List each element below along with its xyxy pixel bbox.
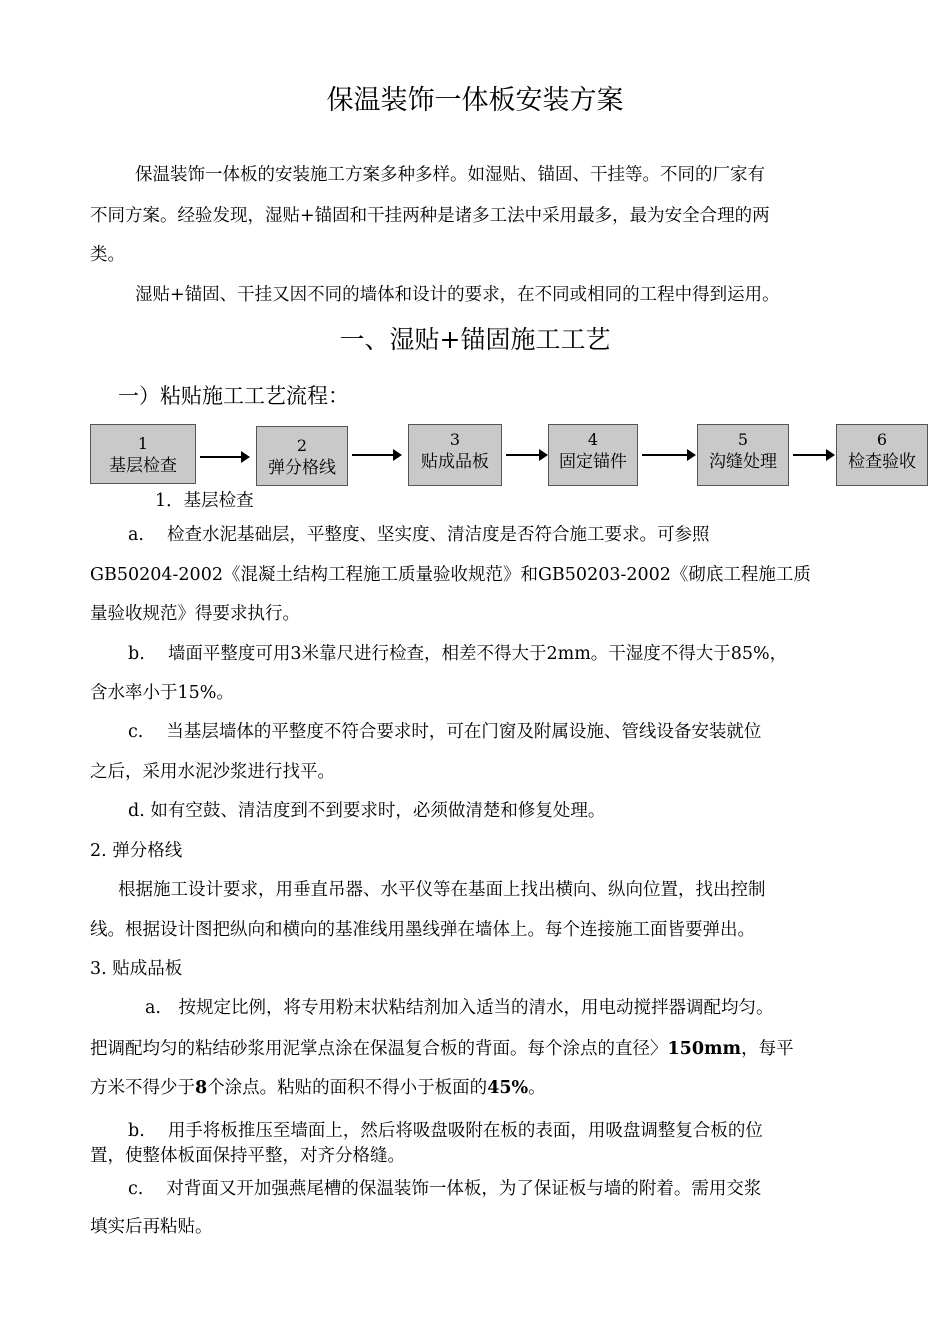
- flow-step-label: 弹分格线: [268, 458, 336, 478]
- body-line: c. 对背面又开加强燕尾槽的保温装饰一体板，为了保证板与墙的附着。需用交浆: [128, 1179, 762, 1199]
- body-line: 含水率小于15%。: [90, 683, 234, 703]
- body-line: 根据施工设计要求，用垂直吊器、水平仪等在基面上找出横向、纵向位置，找出控制: [118, 880, 766, 900]
- body-line: 填实后再粘贴。: [90, 1217, 213, 1237]
- flow-step-number: 4: [587, 430, 599, 449]
- body-line: 之后，采用水泥沙浆进行找平。: [90, 762, 335, 782]
- flow-arrow: [200, 456, 242, 458]
- flow-step-label: 贴成品板: [421, 452, 489, 472]
- body-text: ，每平: [741, 1039, 794, 1059]
- flow-step-number: 6: [876, 430, 888, 449]
- flow-step-label: 基层检查: [109, 456, 177, 476]
- flow-step-number: 5: [737, 430, 749, 449]
- body-line: [90, 1076, 875, 1100]
- intro-line: 不同方案。经验发现，湿贴+锚固和干挂两种是诸多工法中采用最多，最为安全合理的两: [90, 206, 770, 226]
- flow-arrow: [642, 454, 688, 456]
- body-line: a. 按规定比例，将专用粉末状粘结剂加入适当的清水，用电动搅拌器调配均匀。: [145, 998, 774, 1018]
- subsection-heading: 一）粘贴施工工艺流程：: [118, 384, 349, 408]
- flow-step-label: 沟缝处理: [709, 452, 777, 472]
- body-text-bold: 45%: [487, 1078, 529, 1098]
- body-line: 量验收规范》得要求执行。: [90, 604, 300, 624]
- flow-step-label: 固定锚件: [559, 452, 627, 472]
- body-text-bold: 8: [195, 1078, 208, 1098]
- body-line: a. 检查水泥基础层，平整度、坚实度、清洁度是否符合施工要求。可参照: [128, 525, 710, 545]
- flow-step-3: [408, 424, 502, 486]
- body-line: d. 如有空鼓、清洁度到不到要求时，必须做清楚和修复处理。: [128, 801, 606, 821]
- body-text: 。: [528, 1078, 546, 1098]
- body-line: 置，使整体板面保持平整，对齐分格缝。: [90, 1146, 405, 1166]
- flow-step-1: [90, 424, 196, 484]
- flow-arrow: [793, 454, 827, 456]
- intro-line: 湿贴+锚固、干挂又因不同的墙体和设计的要求，在不同或相同的工程中得到运用。: [135, 285, 780, 305]
- body-text: 把调配均匀的粘结砂浆用泥掌点涂在保温复合板的背面。每个涂点的直径〉: [90, 1039, 668, 1059]
- flow-step-6: [836, 424, 928, 486]
- flow-step-2: [256, 426, 348, 486]
- flow-arrow: [352, 454, 394, 456]
- flow-step-5: [697, 424, 789, 486]
- flow-step-label: 检查验收: [848, 452, 916, 472]
- body-line: b. 墙面平整度可用3米靠尺进行检查，相差不得大于2mm。干湿度不得大于85%，: [128, 644, 788, 664]
- step-heading: 1．基层检查: [155, 491, 254, 511]
- intro-line: 类。: [90, 245, 125, 265]
- body-line: GB50204-2002《混凝土结构工程施工质量验收规范》和GB50203-2002《砌底工程施工质: [90, 565, 811, 585]
- flow-step-4: [548, 424, 638, 486]
- step-heading: 2. 弹分格线: [90, 841, 183, 861]
- body-text-bold: 150mm: [667, 1039, 742, 1059]
- flow-step-number: 3: [449, 430, 461, 449]
- body-line: b. 用手将板推压至墙面上，然后将吸盘吸附在板的表面，用吸盘调整复合板的位: [128, 1121, 763, 1141]
- flow-step-number: 2: [296, 436, 308, 455]
- step-heading: 3. 贴成品板: [90, 959, 183, 979]
- body-line: c. 当基层墙体的平整度不符合要求时，可在门窗及附属设施、管线设备安装就位: [128, 722, 762, 742]
- intro-line: 保温装饰一体板的安装施工方案多种多样。如湿贴、锚固、干挂等。不同的厂家有: [135, 165, 765, 185]
- body-text: 方米不得少于: [90, 1078, 195, 1098]
- flow-step-number: 1: [137, 434, 149, 453]
- section-heading: 一、湿贴+锚固施工工艺: [339, 325, 611, 354]
- flow-arrow: [506, 454, 540, 456]
- document-title: 保温装饰一体板安装方案: [326, 85, 624, 116]
- body-text: 个涂点。粘贴的面积不得小于板面的: [207, 1078, 488, 1098]
- body-line: 线。根据设计图把纵向和横向的基准线用墨线弹在墙体上。每个连接施工面皆要弹出。: [90, 920, 755, 940]
- body-line: [90, 1037, 875, 1061]
